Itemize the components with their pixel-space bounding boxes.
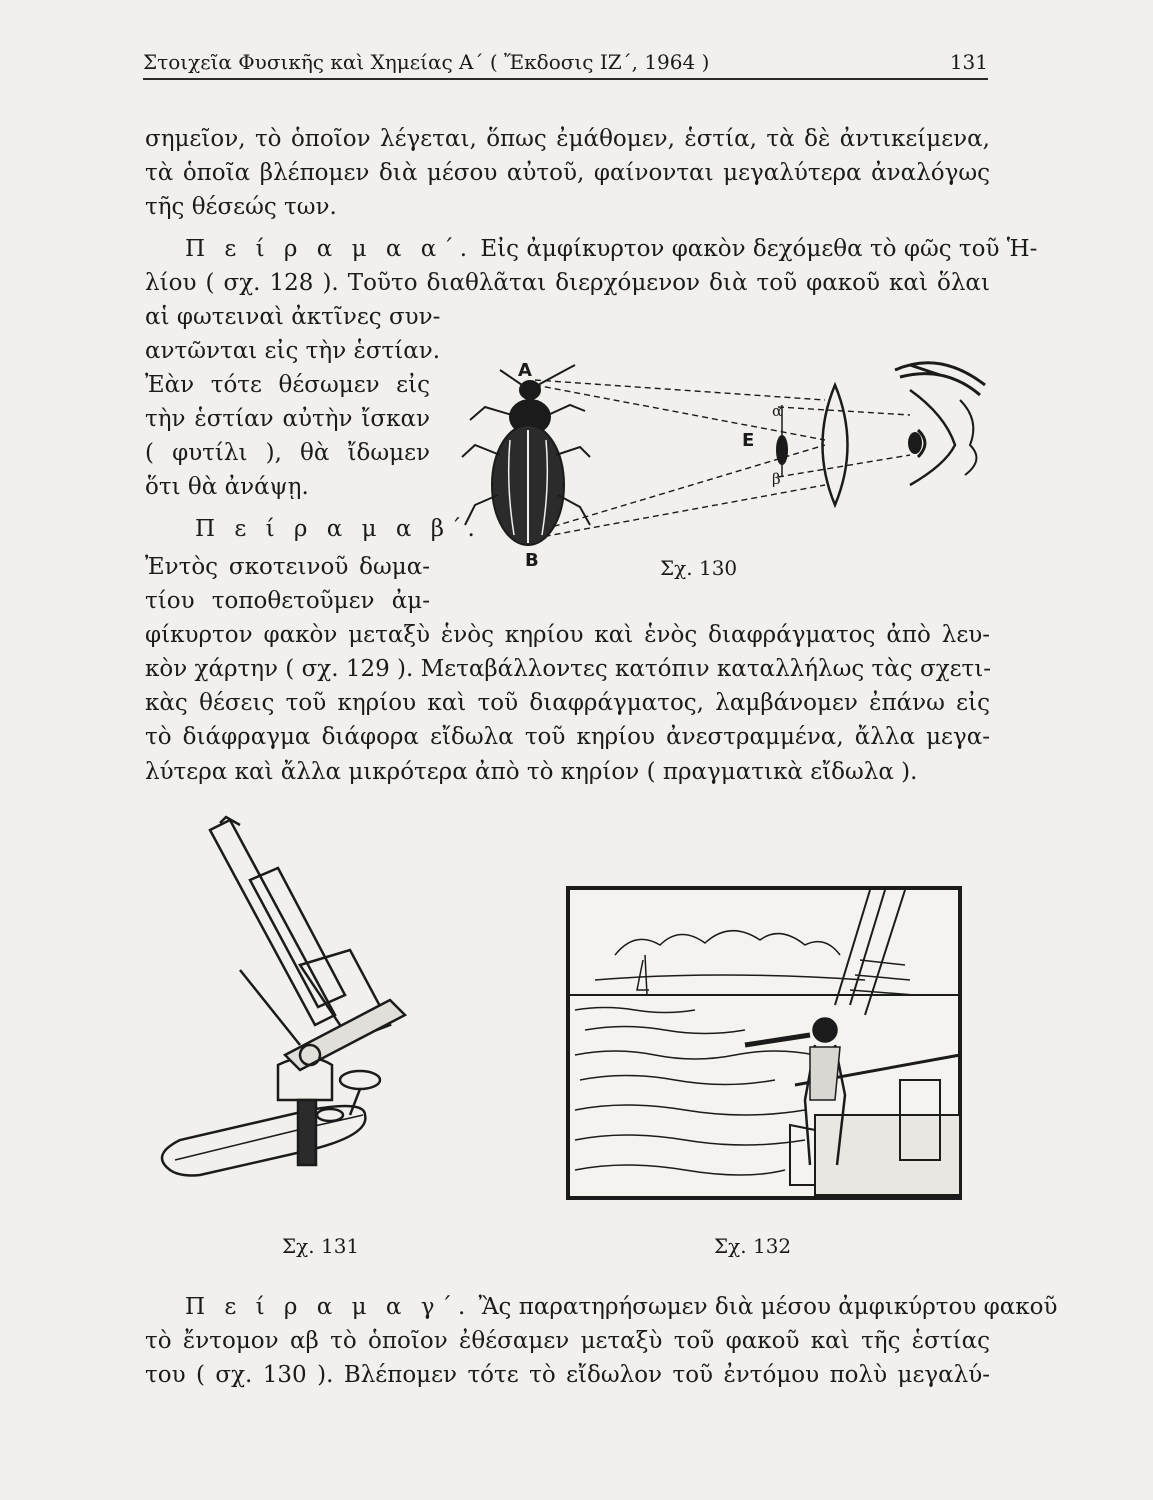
experiment-c-text: Ἂς παρατηρήσωμεν διὰ μέσου ἀμφικύρτου φακοῦ: [478, 1294, 1058, 1320]
fig130-label-a: α: [772, 402, 783, 420]
figure-132-illustration: [565, 885, 965, 1205]
body-line: Ἐὰν τότε θέσωμεν εἰς: [145, 372, 430, 398]
fig130-label-B: Β: [525, 550, 539, 571]
body-line: τὸ ἔντομον αβ τὸ ὁποῖον ἐθέσαμεν μεταξὺ τοῦ φακοῦ καὶ τῆς ἑστίας: [145, 1328, 990, 1354]
body-line: τίου τοποθετοῦμεν ἀμ-: [145, 588, 430, 614]
figure-132-caption: Σχ. 132: [714, 1234, 792, 1258]
experiment-a-label: Π ε ί ρ α μ α α΄.: [185, 236, 474, 262]
figure-131-caption: Σχ. 131: [282, 1234, 360, 1258]
fig130-label-b: β: [772, 470, 781, 488]
experiment-a-text: Εἰς ἀμφίκυρτον φακὸν δεχόμεθα τὸ φῶς τοῦ Ἡ-: [480, 236, 1038, 262]
page-number: 131: [949, 50, 988, 74]
figure-130-caption: Σχ. 130: [660, 556, 738, 580]
experiment-c-first-line: [185, 1290, 1058, 1324]
fig130-label-E: Ε: [742, 430, 755, 451]
body-line: κὰς θέσεις τοῦ κηρίου καὶ τοῦ διαφράγματος, λαμβάνομεν ἐπάνω εἰς: [145, 690, 990, 716]
header-title: Στοιχεῖα Φυσικῆς καὶ Χημείας Α΄ ( Ἔκδοσις ΙΖ΄, 1964 ): [143, 50, 710, 74]
body-line: ( φυτίλι ), θὰ ἴδωμεν: [145, 440, 430, 466]
experiment-c-label: Π ε ί ρ α μ α γ΄.: [185, 1294, 472, 1320]
figure-130-illustration: [440, 345, 1000, 585]
body-line: Ἐντὸς σκοτεινοῦ δωμα-: [145, 554, 430, 580]
experiment-b-label: Π ε ί ρ α μ α β΄.: [195, 516, 481, 542]
body-line: σημεῖον, τὸ ὁποῖον λέγεται, ὅπως ἐμάθομεν, ἑστία, τὰ δὲ ἀντικείμενα,: [145, 126, 990, 152]
figure-131-illustration: [150, 815, 450, 1185]
body-line: τὴν ἑστίαν αὐτὴν ἴσκαν: [145, 406, 430, 432]
body-line: αντῶνται εἰς τὴν ἑστίαν.: [145, 338, 441, 364]
running-header: [143, 44, 988, 80]
body-line: τὸ διάφραγμα διάφορα εἴδωλα τοῦ κηρίου ἀνεστραμμένα, ἄλλα μεγα-: [145, 724, 990, 750]
body-line: τὰ ὁποῖα βλέπομεν διὰ μέσου αὐτοῦ, φαίνονται μεγαλύτερα ἀναλόγως: [145, 160, 990, 186]
body-line: τῆς θέσεώς των.: [145, 194, 337, 220]
body-line: φίκυρτον φακὸν μεταξὺ ἑνὸς κηρίου καὶ ἑνὸς διαφράγματος ἀπὸ λευ-: [145, 622, 990, 648]
body-line: λύτερα καὶ ἄλλα μικρότερα ἀπὸ τὸ κηρίον ( πραγματικὰ εἴδωλα ).: [145, 759, 918, 785]
body-line: ὅτι θὰ ἀνάψῃ.: [145, 474, 309, 500]
body-line: αἱ φωτειναὶ ἀκτῖνες συν-: [145, 304, 441, 330]
fig130-label-A: Α: [518, 360, 532, 381]
body-line: κὸν χάρτην ( σχ. 129 ). Μεταβάλλοντες κατόπιν καταλλήλως τὰς σχετι-: [145, 656, 992, 682]
experiment-a-first-line: [185, 232, 1038, 266]
body-line: του ( σχ. 130 ). Βλέπομεν τότε τὸ εἴδωλον τοῦ ἐντόμου πολὺ μεγαλύ-: [145, 1362, 990, 1388]
body-line: λίου ( σχ. 128 ). Τοῦτο διαθλᾶται διερχόμενον διὰ τοῦ φακοῦ καὶ ὅλαι: [145, 270, 990, 296]
